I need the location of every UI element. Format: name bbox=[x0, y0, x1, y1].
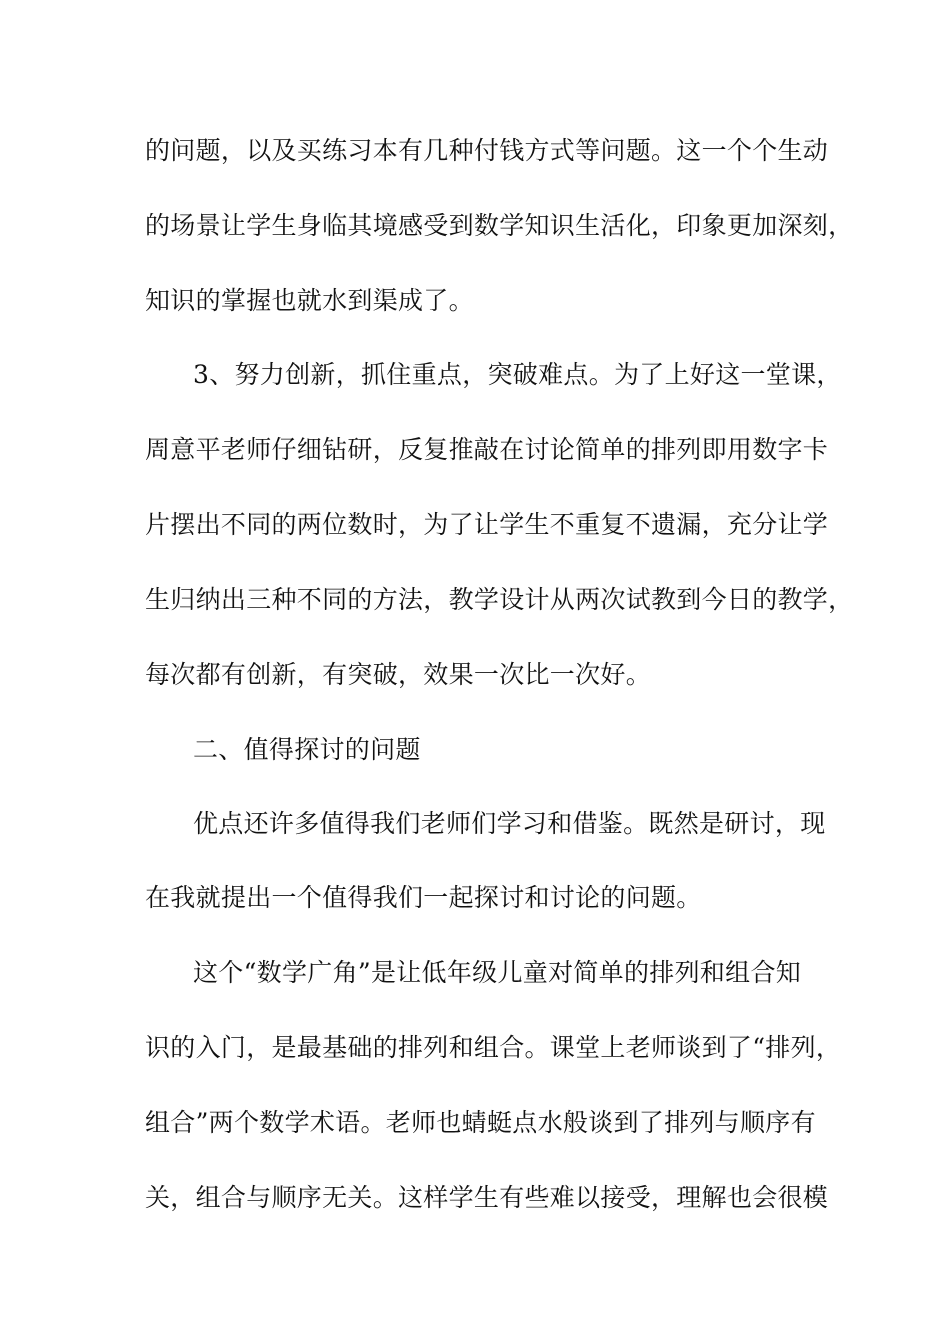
section-heading: 二、值得探讨的问题 bbox=[193, 735, 421, 764]
text-line-10: 优点还许多值得我们老师们学习和借鉴。既然是研讨，现 bbox=[193, 809, 826, 838]
text-line-13: 识的入门，是最基础的排列和组合。课堂上老师谈到了“排列， bbox=[145, 1033, 842, 1062]
text-line-1: 的问题，以及买练习本有几种付钱方式等问题。这一个个生动 bbox=[145, 136, 829, 165]
text-line-5: 周意平老师仔细钻研，反复推敲在讨论简单的排列即用数字卡 bbox=[145, 435, 829, 464]
text-line-14: 组合”两个数学术语。老师也蜻蜓点水般谈到了排列与顺序有 bbox=[145, 1108, 816, 1137]
text-line-2: 的场景让学生身临其境感受到数学知识生活化，印象更加深刻， bbox=[145, 211, 854, 240]
text-line-11: 在我就提出一个值得我们一起探讨和讨论的问题。 bbox=[145, 883, 702, 912]
text-line-6: 片摆出不同的两位数时，为了让学生不重复不遗漏，充分让学 bbox=[145, 510, 829, 539]
text-line-15: 关，组合与顺序无关。这样学生有些难以接受，理解也会很模 bbox=[145, 1183, 829, 1212]
text-line-4: 3、努力创新，抓住重点，突破难点。为了上好这一堂课， bbox=[193, 360, 842, 389]
text-line-12: 这个“数学广角”是让低年级儿童对简单的排列和组合知 bbox=[193, 958, 802, 987]
text-line-3: 知识的掌握也就水到渠成了。 bbox=[145, 286, 474, 315]
text-line-8: 每次都有创新，有突破，效果一次比一次好。 bbox=[145, 660, 652, 689]
text-line-7: 生归纳出三种不同的方法，教学设计从两次试教到今日的教学， bbox=[145, 585, 854, 614]
